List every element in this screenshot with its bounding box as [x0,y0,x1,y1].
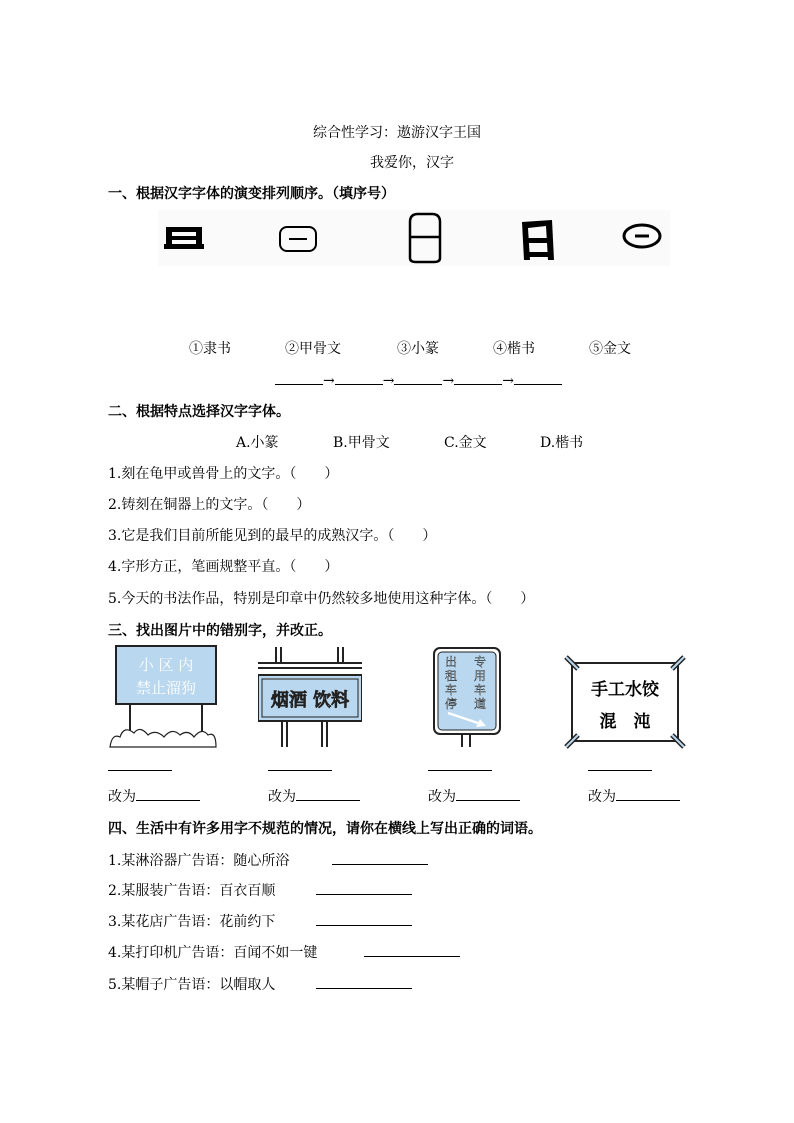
arrow-icon: → [323,373,335,389]
question-3: 3.它是我们目前所能见到的最早的成熟汉字。（ ） [108,528,437,544]
sign-2-image [258,645,362,749]
sign-4-line1: 手工水饺 [591,680,659,700]
slogan-item-1 [108,850,289,870]
slogan-text-5: 5.某帽子广告语：以帽取人 [108,977,276,993]
order-answer-row [275,370,562,389]
arrow-icon: → [442,373,455,389]
page-subtitle: 我爱你，汉字 [370,155,454,171]
option-4: ④楷书 [493,341,535,357]
choice-d: D.楷书 [540,435,584,451]
arrow-icon: → [382,373,395,389]
order-blank-4[interactable] [454,370,502,385]
sign-3-col2: 专用车道 [474,655,487,711]
sign-3-col1: 出租车停 [445,655,458,711]
question-2: 2.铸刻在铜器上的文字。（ ） [108,497,311,513]
wrong-char-blank-2[interactable] [268,756,332,771]
order-blank-5[interactable] [514,370,562,385]
slogan-item-5 [108,974,275,994]
correction-4 [588,786,680,806]
slogan-blank-2[interactable] [316,880,412,895]
slogan-item-3 [108,911,275,931]
wrong-char-blank-4[interactable] [588,756,652,771]
wrong-char-blank-1[interactable] [108,756,172,771]
correction-2 [268,786,360,806]
correction-blank-4[interactable] [616,786,680,801]
slogan-blank-5[interactable] [316,974,412,989]
arrow-icon: → [502,373,514,389]
regular-script-glyph [522,220,554,260]
correct-label: 改为 [108,789,136,805]
correction-blank-2[interactable] [296,786,360,801]
correction-3 [428,786,520,806]
script-evolution-image [158,210,670,266]
sign-4-line2: 混 沌 [599,712,651,732]
sign-1-line1: 小 区 内 [138,656,194,674]
choice-a: A.小篆 [236,435,279,451]
sign-2-text: 烟酒 饮料 [270,690,350,711]
section2-heading: 二、根据特点选择汉字字体。 [108,404,290,420]
question-1: 1.刻在龟甲或兽骨上的文字。（ ） [108,466,339,482]
order-blank-2[interactable] [335,370,383,385]
slogan-text-3: 3.某花店广告语：花前约下 [108,914,276,930]
correct-label: 改为 [268,789,296,805]
section1-heading: 一、根据汉字字体的演变排列顺序。（填序号） [108,186,395,202]
question-4: 4.字形方正，笔画规整平直。（ ） [108,559,339,575]
correction-blank-3[interactable] [456,786,520,801]
choice-b: B.甲骨文 [333,435,390,451]
order-blank-3[interactable] [394,370,442,385]
slogan-blank-1[interactable] [332,850,428,865]
option-3: ③小篆 [397,341,439,357]
slogan-blank-4[interactable] [364,942,460,957]
correction-1 [108,786,200,806]
choice-c: C.金文 [444,435,487,451]
sign-1-image [108,645,218,749]
question-5: 5.今天的书法作品，特别是印章中仍然较多地使用这种字体。（ ） [108,591,535,607]
option-5: ⑤金文 [589,341,631,357]
slogan-text-1: 1.某淋浴器广告语：随心所浴 [108,853,290,869]
order-blank-1[interactable] [275,370,323,385]
section4-heading: 四、生活中有许多用字不规范的情况，请你在横线上写出正确的词语。 [108,821,542,837]
clerical-glyph [164,227,204,249]
option-2: ②甲骨文 [285,341,341,357]
correction-blank-1[interactable] [136,786,200,801]
sign-1-line2: 禁止溜狗 [135,679,196,697]
slogan-text-4: 4.某打印机广告语：百闻不如一键 [108,945,318,961]
slogan-item-4 [108,942,317,962]
option-1: ①隶书 [189,341,231,357]
correct-label: 改为 [428,789,456,805]
slogan-item-2 [108,880,275,900]
slogan-text-2: 2.某服装广告语：百衣百顺 [108,883,276,899]
sign-4-image [564,655,686,749]
wrong-char-blank-3[interactable] [428,756,492,771]
page-title: 综合性学习：遨游汉字王国 [313,125,481,141]
correct-label: 改为 [588,789,616,805]
sign-3-image [432,645,504,749]
slogan-blank-3[interactable] [316,911,412,926]
section3-heading: 三、找出图片中的错别字，并改正。 [108,623,332,639]
